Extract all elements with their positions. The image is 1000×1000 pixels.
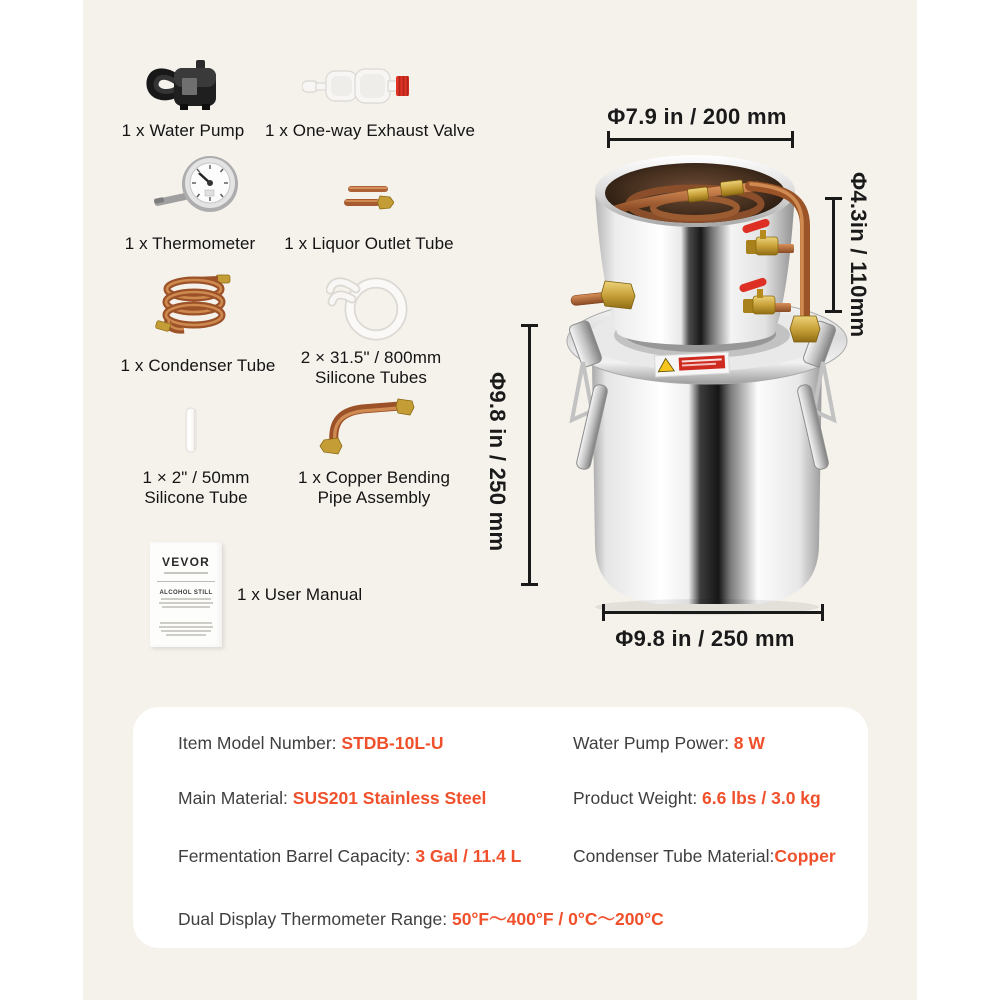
liquor-outlet-tube-image — [344, 183, 394, 211]
spec-pump-power: Water Pump Power: 8 W — [573, 733, 765, 753]
kit-label-exhaust-valve: 1 x One-way Exhaust Valve — [264, 121, 476, 140]
dim-right-label: Φ4.3in / 110mm — [846, 172, 871, 338]
exhaust-valve-image — [302, 66, 414, 106]
kit-label-silicone-800: 2 × 31.5" / 800mm Silicone Tubes — [300, 348, 442, 388]
kit-label-copper-bend: 1 x Copper Bending Pipe Assembly — [297, 468, 451, 508]
specs-card — [133, 707, 868, 948]
dim-top-line — [607, 131, 794, 148]
still-product-image — [545, 148, 860, 618]
dim-top-label: Φ7.9 in / 200 mm — [607, 104, 787, 129]
manual-divider — [157, 581, 215, 582]
manual-title-text: ALCOHOL STILL — [159, 590, 213, 596]
user-manual-image — [150, 542, 222, 647]
spec-product-weight: Product Weight: 6.6 lbs / 3.0 kg — [573, 788, 821, 808]
spec-model-number: Item Model Number: STDB-10L-U — [178, 733, 444, 753]
barrel-body — [592, 363, 822, 604]
drain-spout — [571, 281, 635, 309]
water-pump-image — [146, 58, 226, 112]
dim-left-line — [521, 324, 538, 586]
manual-tagline-line — [164, 572, 208, 574]
dim-left-label: Φ9.8 in / 250 mm — [485, 372, 510, 552]
kit-label-condenser: 1 x Condenser Tube — [120, 356, 276, 375]
spec-main-material: Main Material: SUS201 Stainless Steel — [178, 788, 487, 808]
small-silicone-tube-image — [183, 407, 199, 453]
manual-brand-text: VEVOR — [161, 555, 210, 569]
dim-bottom-line — [602, 604, 824, 621]
kit-label-thermometer: 1 x Thermometer — [124, 234, 256, 253]
kit-label-user-manual: 1 x User Manual — [237, 585, 363, 604]
spec-barrel-capacity: Fermentation Barrel Capacity: 3 Gal / 11.4 L — [178, 846, 522, 866]
condenser-tube-image — [154, 272, 234, 338]
spec-condenser-material: Condenser Tube Material:Copper — [573, 846, 836, 866]
spec-thermometer-range: Dual Display Thermometer Range: 50°F～400°F / 0°C～200°C — [178, 909, 664, 929]
kit-label-liquor-outlet: 1 x Liquor Outlet Tube — [284, 234, 454, 253]
kit-label-silicone-50: 1 × 2" / 50mm Silicone Tube — [142, 468, 250, 508]
copper-bending-pipe-image — [314, 396, 420, 456]
silicone-tubes-image — [326, 272, 414, 342]
warning-sticker — [654, 352, 729, 377]
dim-right-line — [825, 197, 842, 313]
kit-label-water-pump: 1 x Water Pump — [121, 121, 245, 140]
dim-bottom-label: Φ9.8 in / 250 mm — [615, 626, 795, 651]
thermometer-image — [154, 146, 244, 218]
